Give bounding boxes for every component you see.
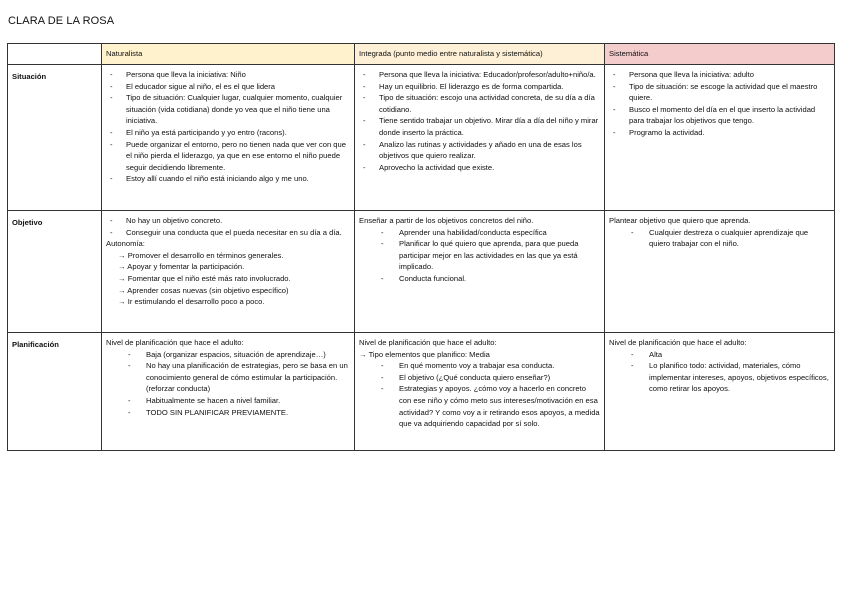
table-row	[8, 65, 835, 211]
list-item: - Estrategias y apoyos. ¿cómo voy a hacerlo en concreto con ese niño y cómo meto sus intereses/motivación en esa actividad? Y como voy a ir retirando esos apoyos, a medida que va adquiriendo capacidad por sí solo.	[359, 383, 600, 429]
bullet-list	[106, 349, 350, 419]
list-item: - No hay un objetivo concreto.	[106, 215, 350, 227]
cell-intro: Nivel de planificación que hace el adulto:	[106, 338, 244, 347]
list-item: - Tipo de situación: se escoge la actividad que el maestro quiere.	[609, 81, 830, 104]
cell-objetivo-sistematica	[605, 211, 835, 333]
list-item: → Promover el desarrollo en términos generales.	[118, 250, 284, 260]
list-item: - El objetivo (¿Qué conducta quiero enseñar?)	[359, 372, 600, 384]
list-item: → Apoyar y fomentar la participación.	[118, 262, 245, 272]
cell-situacion-integrada	[355, 65, 605, 211]
cell-objetivo-naturalista	[102, 211, 355, 333]
bullet-list	[609, 349, 830, 395]
header-sistematica: Sistemática	[605, 44, 835, 65]
list-item: - TODO SIN PLANIFICAR PREVIAMENTE.	[106, 407, 350, 419]
list-item: → Fomentar que el niño esté más rato involucrado.	[118, 273, 291, 283]
header-blank	[8, 44, 102, 65]
cell-intro: Plantear objetivo que quiero que aprenda.	[609, 216, 751, 225]
list-item: - Persona que lleva la iniciativa: adulto	[609, 69, 830, 81]
list-item: - Aprender una habilidad/conducta específica	[359, 227, 600, 239]
cell-planificacion-sistematica	[605, 333, 835, 451]
list-item: - Tipo de situación: escojo una actividad concreta, de su día a día cotidiano.	[359, 92, 600, 115]
bullet-list	[359, 360, 600, 430]
bullet-list	[106, 215, 350, 238]
bullet-list	[359, 227, 600, 285]
list-item: - Conseguir una conducta que el pueda necesitar en su día a día.	[106, 227, 350, 239]
bullet-list	[609, 227, 830, 250]
header-integrada: Integrada (punto medio entre naturalista y sistemática)	[355, 44, 605, 65]
list-item: - En qué momento voy a trabajar esa conducta.	[359, 360, 600, 372]
cell-planificacion-integrada	[355, 333, 605, 451]
list-item: - El educador sigue al niño, el es el que lidera	[106, 81, 350, 93]
table-row	[8, 333, 835, 451]
arrow-list	[106, 250, 350, 308]
list-item: - Cualquier destreza o cualquier aprendizaje que quiero trabajar con el niño.	[609, 227, 830, 250]
cell-objetivo-integrada	[355, 211, 605, 333]
list-item: - Baja (organizar espacios, situación de aprendizaje…)	[106, 349, 350, 361]
bullet-list	[609, 69, 830, 139]
list-item: - Analizo las rutinas y actividades y añado en una de esas los objetivos que quiero realizar.	[359, 139, 600, 162]
list-item: - Estoy allí cuando el niño está iniciando algo y me uno.	[106, 173, 350, 185]
list-item: - Tiene sentido trabajar un objetivo. Mirar día a día del niño y mirar donde inserto la práctica.	[359, 115, 600, 138]
list-item: - Programo la actividad.	[609, 127, 830, 139]
list-item: - Conducta funcional.	[359, 273, 600, 285]
list-item: - Persona que lleva la iniciativa: Educador/profesor/adulto+niño/a.	[359, 69, 600, 81]
header-naturalista: Naturalista	[102, 44, 355, 65]
list-item: - Persona que lleva la iniciativa: Niño	[106, 69, 350, 81]
row-label-planificacion: Planificación	[8, 333, 102, 451]
arrow-line: → Tipo elementos que planifico: Media	[359, 349, 490, 359]
list-item: → Ir estimulando el desarrollo poco a poco.	[118, 297, 265, 307]
list-item: - Hay un equilibrio. El liderazgo es de forma compartida.	[359, 81, 600, 93]
cell-planificacion-naturalista	[102, 333, 355, 451]
header-row	[8, 44, 835, 65]
row-label-situacion: Situación	[8, 65, 102, 211]
cell-intro: Nivel de planificación que hace el adulto:	[359, 338, 497, 347]
bullet-list	[359, 69, 600, 173]
list-item: - Alta	[609, 349, 830, 361]
bullet-list	[106, 69, 350, 185]
list-item: - Planificar lo qué quiero que aprenda, para que pueda participar mejor en las actividades en las que ya está implicado.	[359, 238, 600, 273]
cell-situacion-naturalista	[102, 65, 355, 211]
subheading: Autonomía:	[106, 239, 145, 249]
list-item: - Aprovecho la actividad que existe.	[359, 162, 600, 174]
row-label-objetivo: Objetivo	[8, 211, 102, 333]
list-item: - Lo planifico todo: actividad, materiales, cómo implementar intereses, apoyos, objetivos específicos, como retirar los apoyos.	[609, 360, 830, 395]
list-item: - Puede organizar el entorno, pero no tienen nada que ver con que el niño pierda el liderazgo, ya que en ese entorno el niño puede seguir decidiendo libremente.	[106, 139, 350, 174]
list-item: - Habitualmente se hacen a nivel familiar.	[106, 395, 350, 407]
cell-intro: Enseñar a partir de los objetivos concretos del niño.	[359, 216, 534, 225]
list-item: - Busco el momento del día en el que inserto la actividad para trabajar los objetivos que tengo.	[609, 104, 830, 127]
list-item: - Tipo de situación: Cualquier lugar, cualquier momento, cualquier situación (vida cotidiana) donde yo vea que el niño tiene una iniciativa.	[106, 92, 350, 127]
list-item: - El niño ya está participando y yo entro (racons).	[106, 127, 350, 139]
cell-situacion-sistematica	[605, 65, 835, 211]
list-item: → Aprender cosas nuevas (sin objetivo específico)	[118, 285, 289, 295]
comparison-table	[7, 43, 835, 451]
cell-intro: Nivel de planificación que hace el adulto:	[609, 338, 747, 347]
list-item: - No hay una planificación de estrategias, pero se basa en un conocimiento general de cómo estimular la participación. (reforzar conducta)	[106, 360, 350, 395]
table-row	[8, 211, 835, 333]
document-title: CLARA DE LA ROSA	[8, 15, 115, 27]
